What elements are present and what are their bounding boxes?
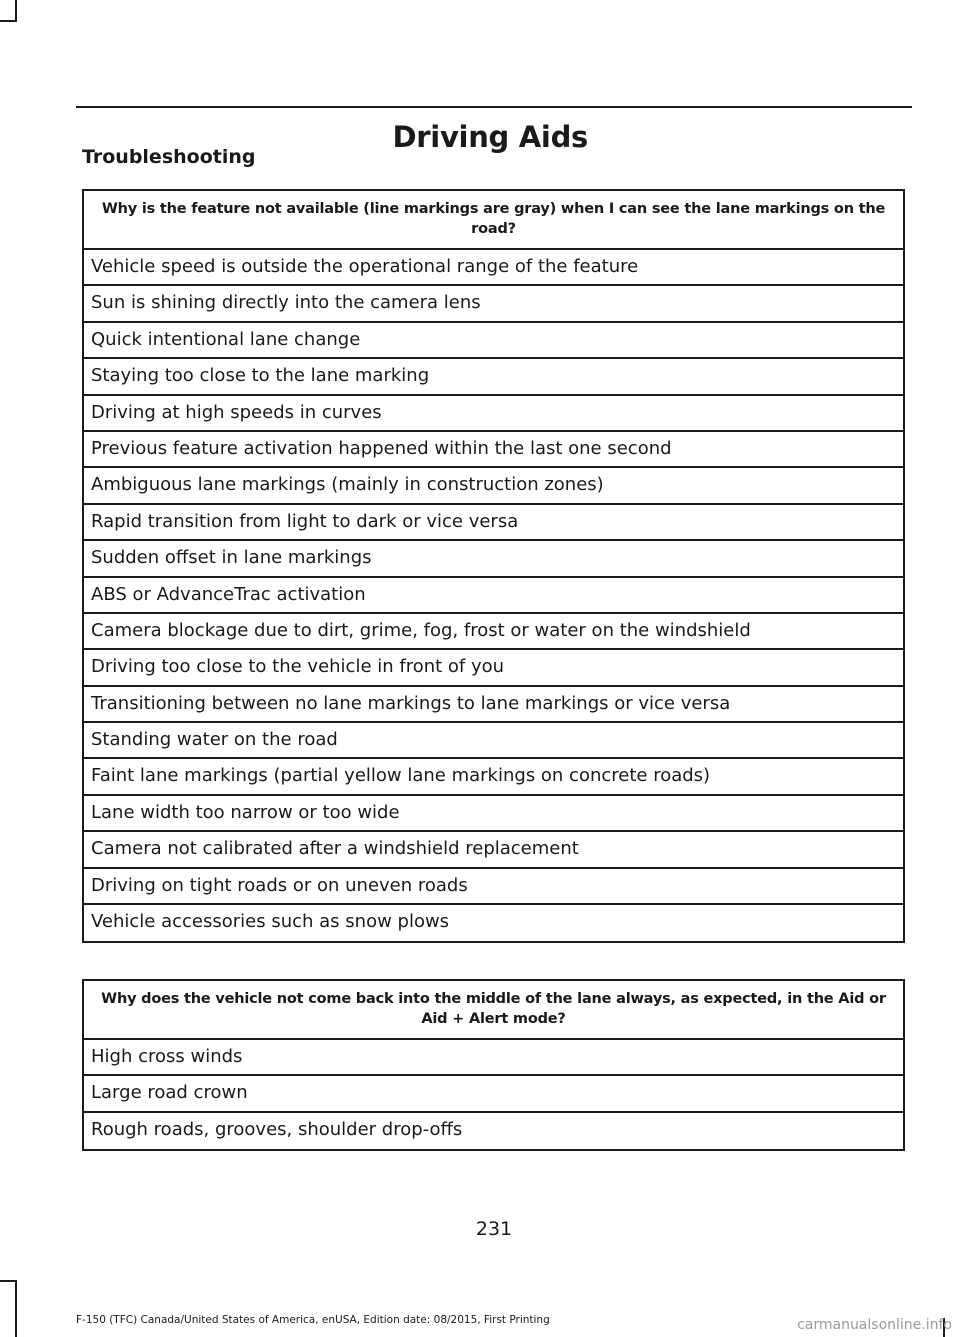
table-row: Lane width too narrow or too wide	[84, 796, 903, 832]
table-row: High cross winds	[84, 1040, 903, 1076]
table-row: Standing water on the road	[84, 723, 903, 759]
table-heading: Why does the vehicle not come back into the middle of the lane always, as expected, in the Aid or Aid + Alert mode?	[84, 981, 903, 1040]
crop-mark-top-left-h	[0, 20, 17, 22]
crop-mark-bottom-left-v	[15, 1280, 17, 1337]
table-row: Staying too close to the lane marking	[84, 359, 903, 395]
table-row: ABS or AdvanceTrac activation	[84, 578, 903, 614]
table-row: Vehicle speed is outside the operational range of the feature	[84, 250, 903, 286]
table-row: Sudden offset in lane markings	[84, 541, 903, 577]
table-row: Faint lane markings (partial yellow lane markings on concrete roads)	[84, 759, 903, 795]
table-row: Driving on tight roads or on uneven roads	[84, 869, 903, 905]
watermark: carmanualsonline.info	[797, 1317, 952, 1333]
table-row: Camera not calibrated after a windshield replacement	[84, 832, 903, 868]
table-row: Ambiguous lane markings (mainly in construction zones)	[84, 468, 903, 504]
header-divider	[76, 106, 912, 108]
table-row: Previous feature activation happened within the last one second	[84, 432, 903, 468]
edition-footer: F-150 (TFC) Canada/United States of America, enUSA, Edition date: 08/2015, First Printing	[76, 1314, 550, 1326]
table-heading: Why is the feature not available (line markings are gray) when I can see the lane markings on the road?	[84, 191, 903, 250]
table-row: Camera blockage due to dirt, grime, fog, frost or water on the windshield	[84, 614, 903, 650]
table-row: Quick intentional lane change	[84, 323, 903, 359]
table-row: Large road crown	[84, 1076, 903, 1112]
section-title: Troubleshooting	[82, 146, 256, 168]
page-number: 231	[475, 1218, 513, 1240]
troubleshooting-table-lane-centering	[82, 979, 905, 1151]
header	[0, 60, 960, 154]
table-row: Transitioning between no lane markings to lane markings or vice versa	[84, 687, 903, 723]
crop-mark-top-left-v	[15, 0, 17, 22]
table-row: Vehicle accessories such as snow plows	[91, 911, 450, 933]
table-row: Driving too close to the vehicle in front of you	[84, 650, 903, 686]
table-row: Driving at high speeds in curves	[84, 396, 903, 432]
table-body	[84, 250, 903, 941]
table-row: Rough roads, grooves, shoulder drop-offs	[91, 1118, 463, 1140]
troubleshooting-table-gray-markings	[82, 189, 905, 943]
table-body	[84, 1040, 903, 1149]
table-row: Rapid transition from light to dark or vice versa	[84, 505, 903, 541]
table-row: Sun is shining directly into the camera lens	[84, 286, 903, 322]
page-title: Driving Aids	[392, 120, 588, 154]
